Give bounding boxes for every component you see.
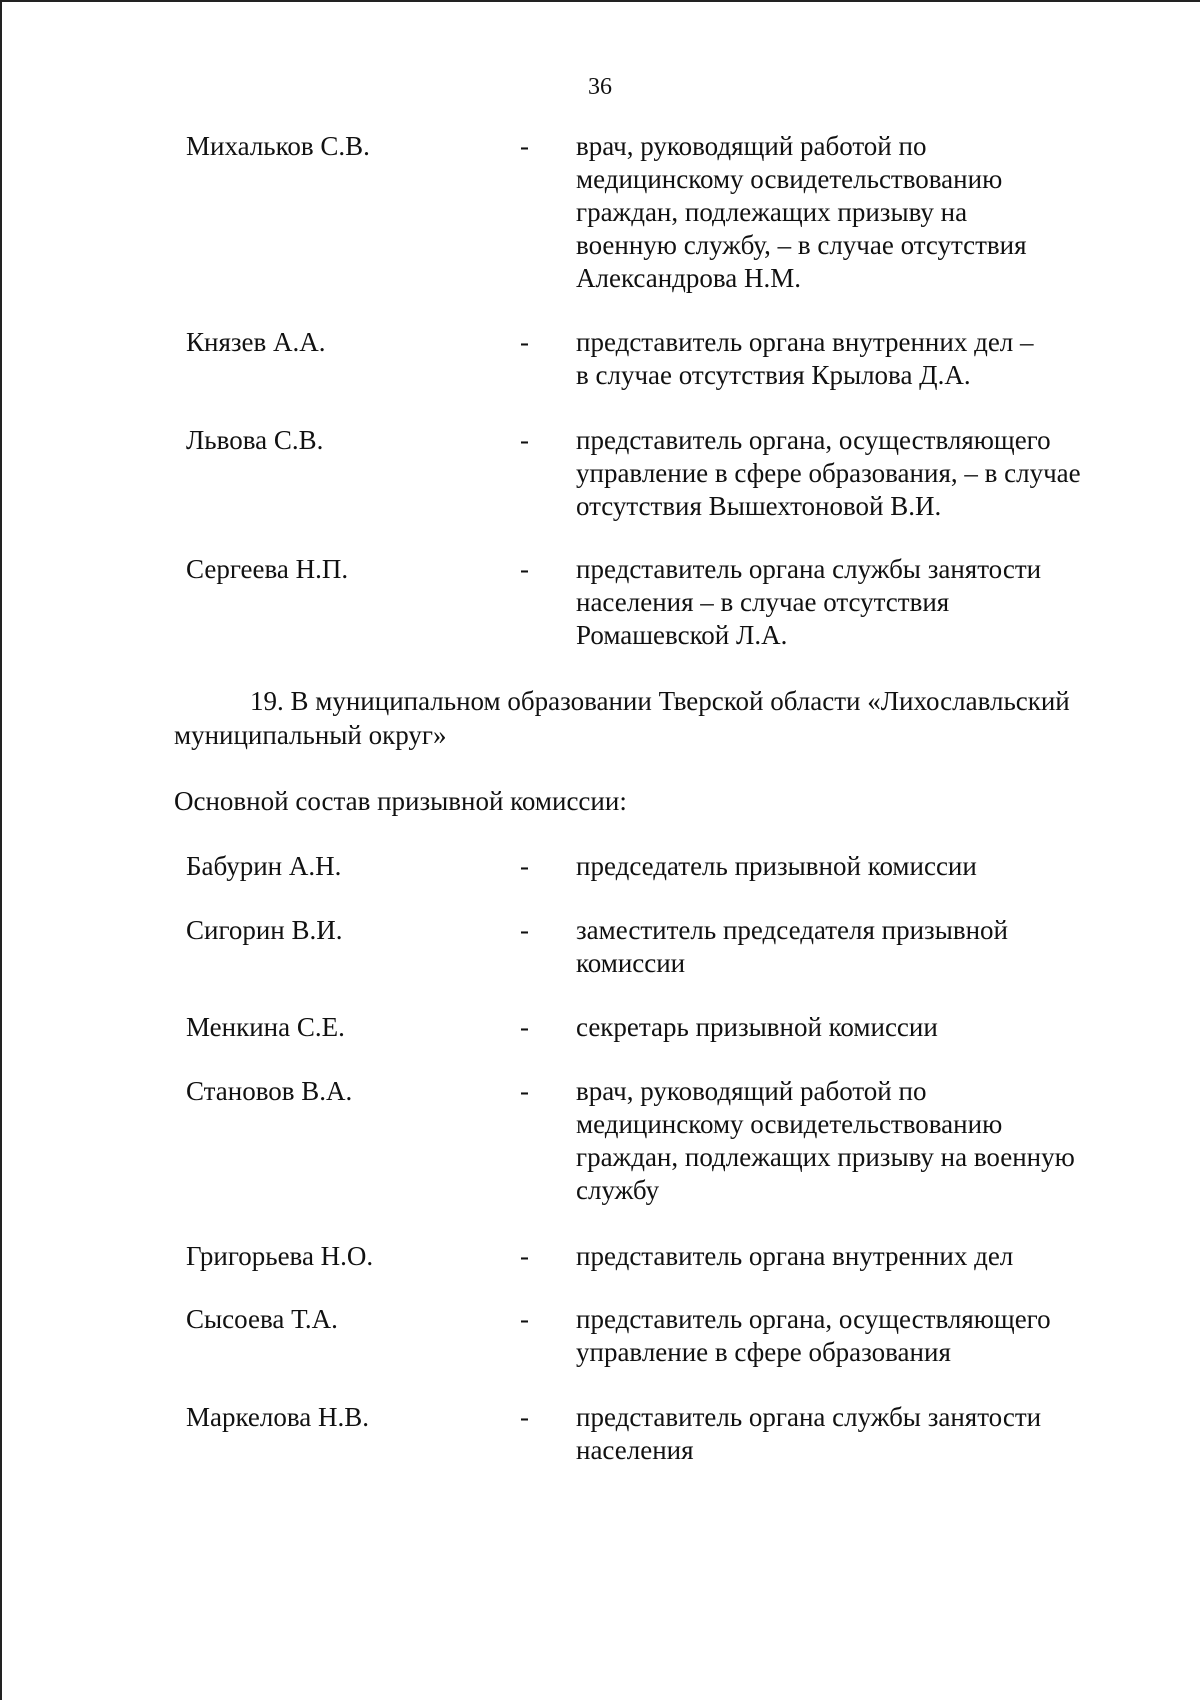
separator-dash: - bbox=[520, 915, 529, 945]
role-line: заместитель председателя призывной bbox=[576, 915, 1008, 945]
member-role bbox=[576, 850, 1116, 883]
member-role bbox=[576, 1401, 1116, 1467]
role-line: управление в сфере образования, – в случае bbox=[576, 458, 1081, 488]
role-line: врач, руководящий работой по bbox=[576, 1076, 927, 1106]
section-heading bbox=[174, 684, 1124, 752]
separator-dash: - bbox=[520, 851, 529, 881]
separator-dash: - bbox=[520, 554, 529, 584]
role-line: председатель призывной комиссии bbox=[576, 851, 977, 881]
separator-dash: - bbox=[520, 1304, 529, 1334]
member-role bbox=[576, 424, 1116, 523]
section-heading-line: 19. В муниципальном образовании Тверской области «Лихославльский bbox=[250, 686, 1070, 716]
role-line: военную службу, – в случае отсутствия bbox=[576, 230, 1027, 260]
role-line: секретарь призывной комиссии bbox=[576, 1012, 938, 1042]
composition-subheading: Основной состав призывной комиссии: bbox=[174, 786, 627, 816]
member-name: Сигорин В.И. bbox=[186, 915, 343, 945]
separator-dash: - bbox=[520, 425, 529, 455]
role-line: медицинскому освидетельствованию bbox=[576, 164, 1003, 194]
role-line: службу bbox=[576, 1175, 660, 1205]
member-role bbox=[576, 1303, 1116, 1369]
role-line: граждан, подлежащих призыву на bbox=[576, 197, 968, 227]
member-role bbox=[576, 1075, 1116, 1207]
role-line: представитель органа службы занятости bbox=[576, 554, 1042, 584]
member-name: Маркелова Н.В. bbox=[186, 1402, 370, 1432]
member-name: Бабурин А.Н. bbox=[186, 851, 342, 881]
member-role bbox=[576, 914, 1116, 980]
role-line: населения – в случае отсутствия bbox=[576, 587, 950, 617]
role-line: врач, руководящий работой по bbox=[576, 131, 927, 161]
member-role bbox=[576, 326, 1116, 392]
role-line: Александрова Н.М. bbox=[576, 263, 802, 293]
page-edge-top bbox=[0, 0, 1200, 2]
member-name: Менкина С.Е. bbox=[186, 1012, 345, 1042]
member-name: Сергеева Н.П. bbox=[186, 554, 349, 584]
member-name: Становов В.А. bbox=[186, 1076, 353, 1106]
member-name: Михальков С.В. bbox=[186, 131, 370, 161]
member-role bbox=[576, 1011, 1116, 1044]
role-line: представитель органа, осуществляющего bbox=[576, 425, 1051, 455]
role-line: медицинскому освидетельствованию bbox=[576, 1109, 1003, 1139]
separator-dash: - bbox=[520, 131, 529, 161]
member-role bbox=[576, 553, 1116, 652]
role-line: в случае отсутствия Крылова Д.А. bbox=[576, 360, 971, 390]
role-line: представитель органа внутренних дел – bbox=[576, 327, 1034, 357]
member-role bbox=[576, 1240, 1116, 1273]
role-line: граждан, подлежащих призыву на военную bbox=[576, 1142, 1075, 1172]
role-line: представитель органа, осуществляющего bbox=[576, 1304, 1051, 1334]
member-name: Львова С.В. bbox=[186, 425, 324, 455]
role-line: представитель органа внутренних дел bbox=[576, 1241, 1014, 1271]
role-line: управление в сфере образования bbox=[576, 1337, 951, 1367]
separator-dash: - bbox=[520, 1402, 529, 1432]
role-line: отсутствия Вышехтоновой В.И. bbox=[576, 491, 942, 521]
role-line: представитель органа службы занятости bbox=[576, 1402, 1042, 1432]
member-name: Григорьева Н.О. bbox=[186, 1241, 374, 1271]
section-heading-line: муниципальный округ» bbox=[174, 720, 447, 750]
member-name: Сысоева Т.А. bbox=[186, 1304, 338, 1334]
role-line: населения bbox=[576, 1435, 694, 1465]
page-edge-left bbox=[0, 0, 2, 1700]
member-name: Князев А.А. bbox=[186, 327, 326, 357]
role-line: комиссии bbox=[576, 948, 686, 978]
page-number: 36 bbox=[588, 74, 612, 100]
member-role bbox=[576, 130, 1116, 295]
separator-dash: - bbox=[520, 1076, 529, 1106]
separator-dash: - bbox=[520, 1012, 529, 1042]
role-line: Ромашевской Л.А. bbox=[576, 620, 788, 650]
separator-dash: - bbox=[520, 1241, 529, 1271]
separator-dash: - bbox=[520, 327, 529, 357]
